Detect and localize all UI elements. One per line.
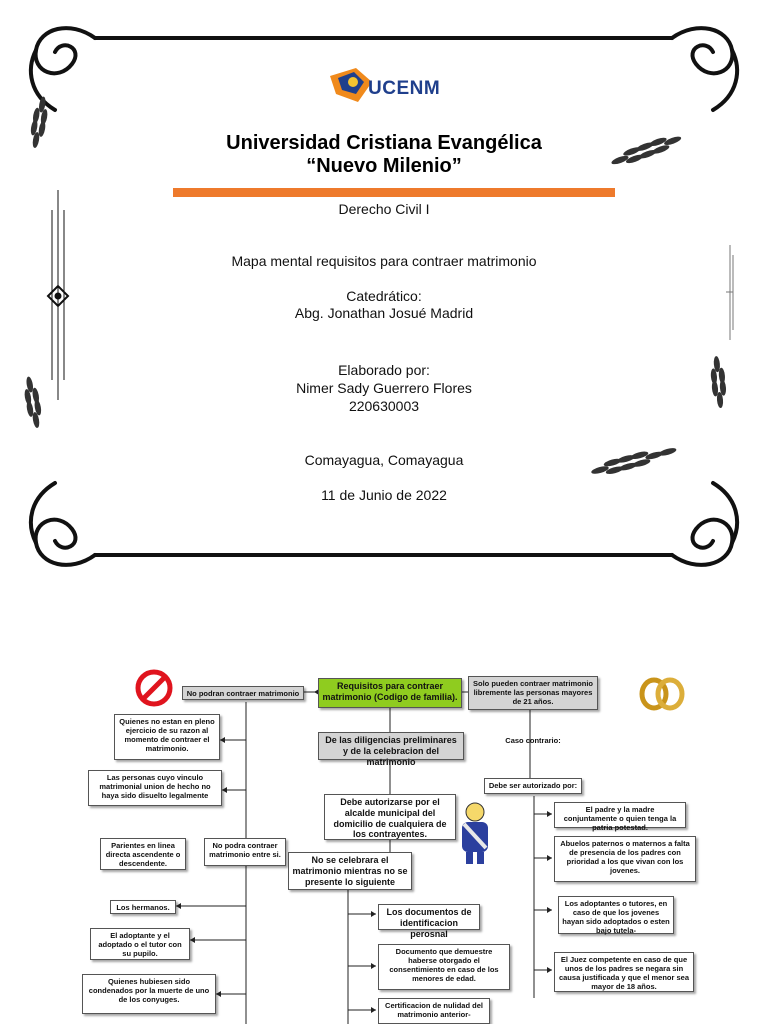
prohibited-icon	[134, 668, 174, 708]
left-item-6: Quienes hubiesen sido condenados por la muerte de uno de los conyuges.	[82, 974, 216, 1014]
left-item-4: Los hermanos.	[110, 900, 176, 914]
mid-item-2: Documento que demuestre haberse otorgado el consentimiento en caso de los menores de edad.	[378, 944, 510, 990]
left-item-1: Quienes no estan en pleno ejercicio de su razon al momento de contraer el matrimonio.	[114, 714, 220, 760]
mind-map	[78, 648, 698, 1024]
right-branch-header: Solo pueden contraer matrimonio libremente las personas mayores de 21 años.	[468, 676, 598, 710]
right-item-3: Los adoptantes o tutores, en caso de que los jovenes hayan sido adoptados o esten bajo tutela-	[558, 896, 674, 934]
mid-item-1: Los documentos de identificacion perosnal	[378, 904, 480, 930]
university-name: Universidad Cristiana Evangélica	[226, 132, 542, 154]
university-subtitle: “Nuevo Milenio”	[306, 155, 462, 177]
professor-label: Catedrático:	[346, 288, 422, 304]
wedding-rings-icon	[634, 676, 690, 712]
date: 11 de Junio de 2022	[321, 487, 447, 503]
right-item-2: Abuelos paternos o maternos a falta de presencia de los padres con prioridad a los que vivan con los jovenes.	[554, 836, 696, 882]
central-topic: Requisitos para contraer matrimonio (Codigo de familia).	[318, 678, 462, 708]
left-branch-header: No podran contraer matrimonio	[182, 686, 304, 700]
course-name: Derecho Civil I	[338, 201, 430, 217]
left-item-5: El adoptante y el adoptado o el tutor con su pupilo.	[90, 928, 190, 960]
author-label: Elaborado por:	[338, 362, 430, 378]
left-sub-header: No podra contraer matrimonio entre si.	[204, 838, 286, 866]
city: Comayagua, Comayagua	[304, 452, 464, 468]
accent-bar	[173, 188, 615, 197]
author-name: Nimer Sady Guerrero Flores	[296, 380, 472, 396]
assignment-topic: Mapa mental requisitos para contraer matrimonio	[231, 253, 537, 269]
right-sub-header: Debe ser autorizado por:	[484, 778, 582, 794]
professor-name: Abg. Jonathan Josué Madrid	[294, 305, 474, 321]
mayor-figure-icon	[452, 800, 498, 870]
right-item-1: El padre y la madre conjuntamente o quien tenga la patria potestad.	[554, 802, 686, 828]
student-id: 220630003	[348, 398, 420, 414]
right-item-4: El Juez competente en caso de que unos de los padres se negara sin causa justificada y que el menor sea mayor de 18 años.	[554, 952, 694, 992]
left-item-3: Parientes en linea directa ascendente o descendente.	[100, 838, 186, 870]
mid-branch-header: De las diligencias preliminares y de la celebracion del matrimonio	[318, 732, 464, 760]
logo-text: UCENM	[368, 78, 441, 99]
left-item-2: Las personas cuyo vinculo matrimonial union de hecho no haya sido disuelto legalmente	[88, 770, 222, 806]
mid-item-3: Certificacion de nulidad del matrimonio anterior-	[378, 998, 490, 1024]
mid-condition: No se celebrara el matrimonio mientras no se presente lo siguiente	[288, 852, 412, 890]
mid-authority: Debe autorizarse por el alcalde municipal del domicilio de cualquiera de los contrayentes.	[324, 794, 456, 840]
right-else-label: Caso contrario:	[505, 736, 561, 745]
